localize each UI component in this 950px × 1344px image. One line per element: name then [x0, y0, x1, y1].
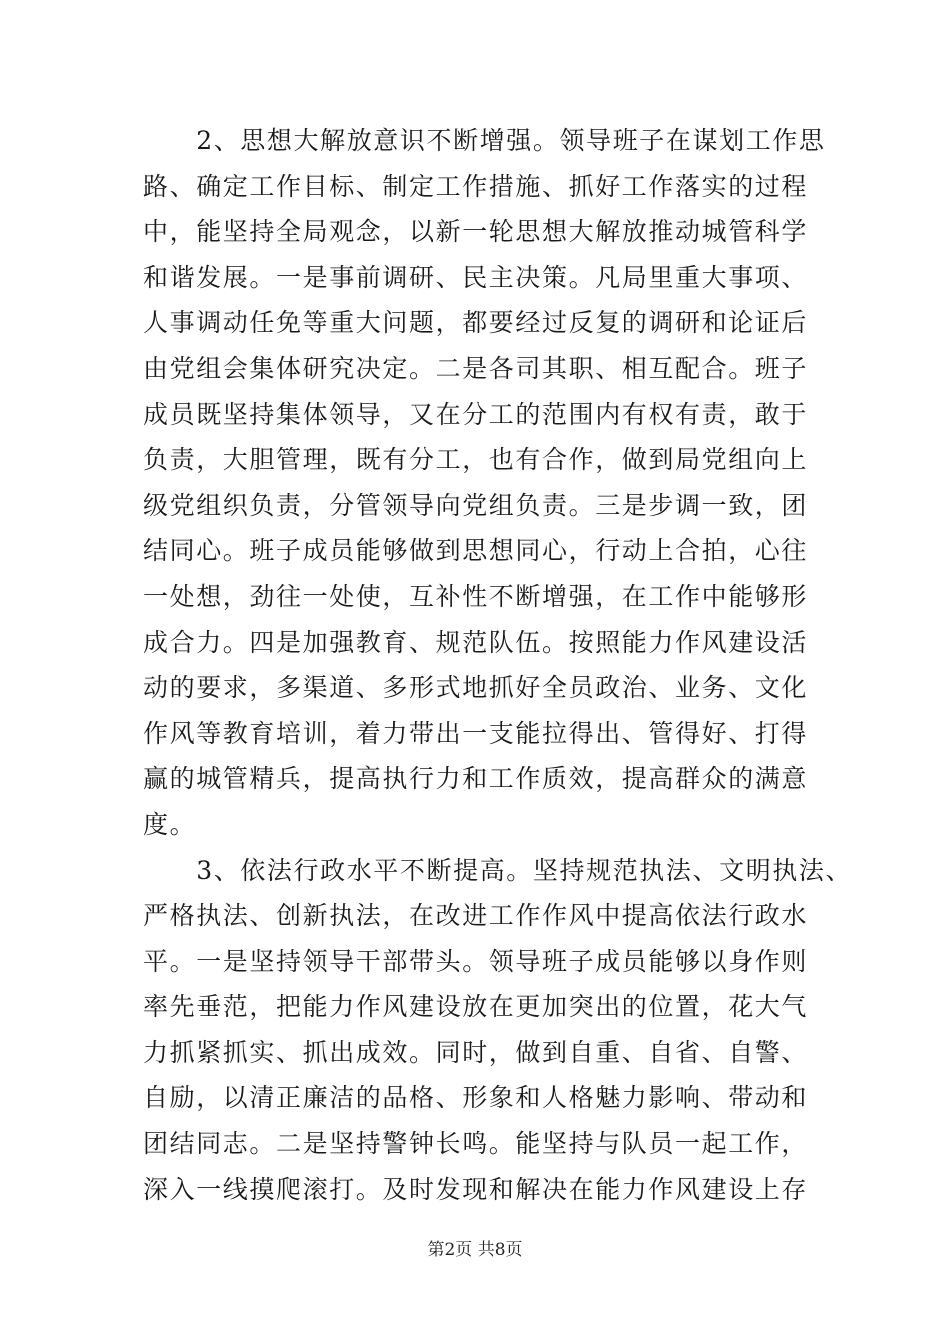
text-line: 人事调动任免等重大问题，都要经过反复的调研和论证后 — [143, 308, 809, 338]
text-line: 中，能坚持全局观念，以新一轮思想大解放推动城管科学 — [143, 217, 809, 247]
text-line: 严格执法、创新执法，在改进工作作风中提高依法行政水 — [143, 901, 809, 931]
text-line: 3、依法行政水平不断提高。坚持规范执法、文明执法、 — [143, 855, 853, 885]
text-line: 由党组会集体研究决定。二是各司其职、相互配合。班子 — [143, 353, 809, 383]
text-line: 深入一线摸爬滚打。及时发现和解决在能力作风建设上存 — [143, 1174, 809, 1204]
text-line: 一处想，劲往一处使，互补性不断增强，在工作中能够形 — [143, 581, 809, 611]
text-line: 力抓紧抓实、抓出成效。同时，做到自重、自省、自警、 — [143, 1037, 809, 1067]
text-line: 级党组织负责，分管领导向党组负责。三是步调一致，团 — [143, 490, 809, 520]
body-text — [143, 118, 853, 1212]
text-line: 路、确定工作目标、制定工作措施、抓好工作落实的过程 — [143, 171, 809, 201]
text-line: 自励，以清正廉洁的品格、形象和人格魅力影响、带动和 — [143, 1083, 809, 1113]
text-line: 和谐发展。一是事前调研、民主决策。凡局里重大事项、 — [143, 262, 809, 292]
text-line: 成合力。四是加强教育、规范队伍。按照能力作风建设活 — [143, 627, 809, 657]
text-line: 作风等教育培训，着力带出一支能拉得出、管得好、打得 — [143, 718, 809, 748]
text-line: 度。 — [143, 809, 197, 839]
text-line: 结同心。班子成员能够做到思想同心，行动上合拍，心往 — [143, 536, 809, 566]
text-line: 动的要求，多渠道、多形式地抓好全员政治、业务、文化 — [143, 673, 809, 703]
text-line: 平。一是坚持领导干部带头。领导班子成员能够以身作则 — [143, 946, 809, 976]
text-line: 率先垂范，把能力作风建设放在更加突出的位置，花大气 — [143, 992, 809, 1022]
text-line: 赢的城管精兵，提高执行力和工作质效，提高群众的满意 — [143, 764, 809, 794]
text-line: 负责，大胆管理，既有分工，也有合作，做到局党组向上 — [143, 445, 809, 475]
text-line: 成员既坚持集体领导，又在分工的范围内有权有责，敢于 — [143, 399, 809, 429]
text-line: 团结同志。二是坚持警钟长鸣。能坚持与队员一起工作， — [143, 1129, 809, 1159]
page-number-footer: 第2页 共8页 — [427, 1240, 523, 1260]
text-line: 2、思想大解放意识不断增强。领导班子在谋划工作思 — [143, 126, 826, 155]
